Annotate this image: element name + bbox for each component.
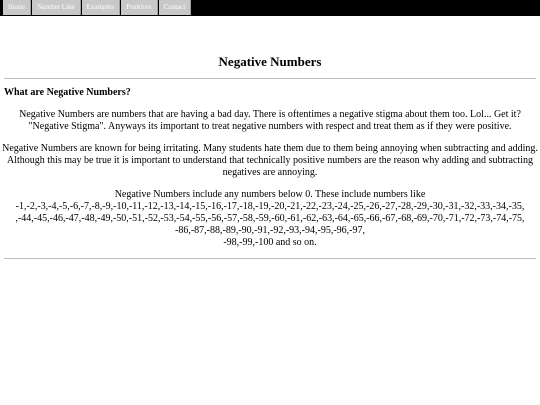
nav-item-contact[interactable]: Contact [159,0,192,15]
examples-numbers-line-4: -98,-99,-100 and so on. [223,237,317,248]
top-nav-bar [0,0,540,16]
section-heading: What are Negative Numbers? [4,87,131,98]
examples-numbers-line-2: ,-44,-45,-46,-47,-48,-49,-50,-51,-52,-53,-54,-55,-56,-57,-58,-59,-60,-61,-62,-63,-64,-65,-66,-67,-68,-69,-70,-71,-72,-73,-74,-75, [15,213,525,224]
divider-top [4,78,536,79]
paragraph-stigma: Negative Numbers are numbers that are having a bad day. There is oftentimes a negative stigma about them too. Lol... Get it? "Negative Stigma". Anyways its important to treat negative numbers with respect and treat them as if they were positive. [19,109,521,132]
nav-item-examples[interactable]: Examples [82,0,121,15]
paragraph-irritating: Negative Numbers are known for being irritating. Many students hate them due to them being annoying when subtracting and adding. Although this may be true it is important to understand that technically positive numbers are the reason why adding and subtracting negatives are annoying. [2,143,538,178]
paragraph-examples [2,189,538,249]
examples-intro-line: Negative Numbers include any numbers below 0. These include numbers like [114,189,426,200]
page-title: Negative Numbers [218,54,322,69]
nav-item-positives[interactable]: Positives [121,0,157,15]
examples-numbers-line-1: -1,-2,-3,-4,-5,-6,-7,-8,-9,-10,-11,-12,-13,-14,-15,-16,-17,-18,-19,-20,-21,-22,-23,-24,-25,-26,-27,-28,-29,-30,-31,-32,-33,-34,-35, [15,201,525,212]
nav-item-number-line[interactable]: Number Line [32,0,81,15]
divider-bottom [4,258,536,259]
examples-numbers-line-3: -86,-87,-88,-89,-90,-91,-92,-93,-94,-95,-96,-97, [175,225,365,236]
nav-list [0,0,540,16]
nav-item-home[interactable]: Home [3,0,31,15]
